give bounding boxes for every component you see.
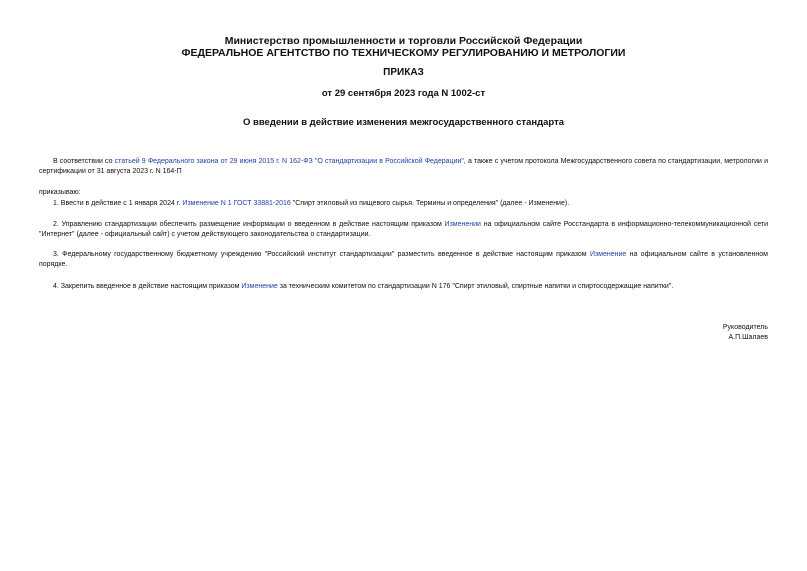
signatory-role: Руководитель bbox=[722, 324, 768, 331]
amendment-link-item-2[interactable]: Изменении bbox=[444, 221, 481, 228]
agency-title: ФЕДЕРАЛЬНОЕ АГЕНТСТВО ПО ТЕХНИЧЕСКОМУ РЕГУЛИРОВАНИЮ И МЕТРОЛОГИИ bbox=[181, 47, 626, 59]
law-article-link[interactable]: статьей 9 Федерального закона от 29 июня 2015 г. N 162-ФЗ "О стандартизации в Российской Федерации" bbox=[114, 158, 464, 165]
document-date-number: от 29 сентября 2023 года N 1002-ст bbox=[321, 88, 486, 99]
item-3-text-after: на официальном сайте в установленном порядке. bbox=[39, 251, 768, 269]
item-4-paragraph bbox=[39, 282, 768, 292]
amendment-link-item-3[interactable]: Изменение bbox=[589, 251, 627, 258]
item-2-text-before: 2. Управлению стандартизации обеспечить размещение информации о введенном в действие настоящим приказом bbox=[53, 221, 445, 228]
document-subject: О введении в действие изменения межгосударственного стандарта bbox=[242, 117, 565, 128]
amendment-link-item-4[interactable]: Изменение bbox=[241, 283, 278, 290]
document-header bbox=[0, 35, 807, 59]
item-4-text-after: за техническим комитетом по стандартизации N 176 "Спирт этиловый, спиртные напитки и спиртосодержащие напитки". bbox=[277, 283, 674, 290]
gost-amendment-link[interactable]: Изменение N 1 ГОСТ 33881-2016 bbox=[182, 200, 291, 207]
ministry-title: Министерство промышленности и торговли Российской Федерации bbox=[224, 35, 583, 47]
document-type: ПРИКАЗ bbox=[383, 67, 424, 78]
intro-paragraph bbox=[39, 157, 768, 177]
item-3-paragraph bbox=[39, 250, 768, 270]
intro-text-after: , а также с учетом протокола Межгосударственного совета по стандартизации, метрологии и сертификации от 31 августа 2023 г. N 164-П bbox=[39, 158, 768, 176]
item-1-text-after: "Спирт этиловый из пищевого сырья. Термины и определения" (далее - Изменение). bbox=[290, 200, 570, 207]
signatory-name: А.П.Шалаев bbox=[728, 334, 768, 342]
item-3-text-before: 3. Федеральному государственному бюджетному учреждению "Российский институт стандартизации" разместить введенное в действие настоящим приказом bbox=[53, 251, 590, 258]
item-4-text-before: 4. Закрепить введенное в действие настоящим приказом bbox=[53, 283, 242, 290]
item-2-text-after: на официальном сайте Росстандарта в информационно-телекоммуникационной сети "Интернет" (далее - официальный сайт) с учетом действующего законодательства о стандартизации. bbox=[39, 221, 768, 239]
intro-text-before: В соответствии со bbox=[53, 158, 115, 165]
signature-block bbox=[723, 323, 768, 343]
item-1-paragraph bbox=[39, 199, 768, 209]
item-2-paragraph bbox=[39, 220, 768, 240]
item-1-text-before: 1. Ввести в действие с 1 января 2024 г. bbox=[53, 200, 183, 207]
decree-word: приказываю: bbox=[39, 189, 81, 196]
